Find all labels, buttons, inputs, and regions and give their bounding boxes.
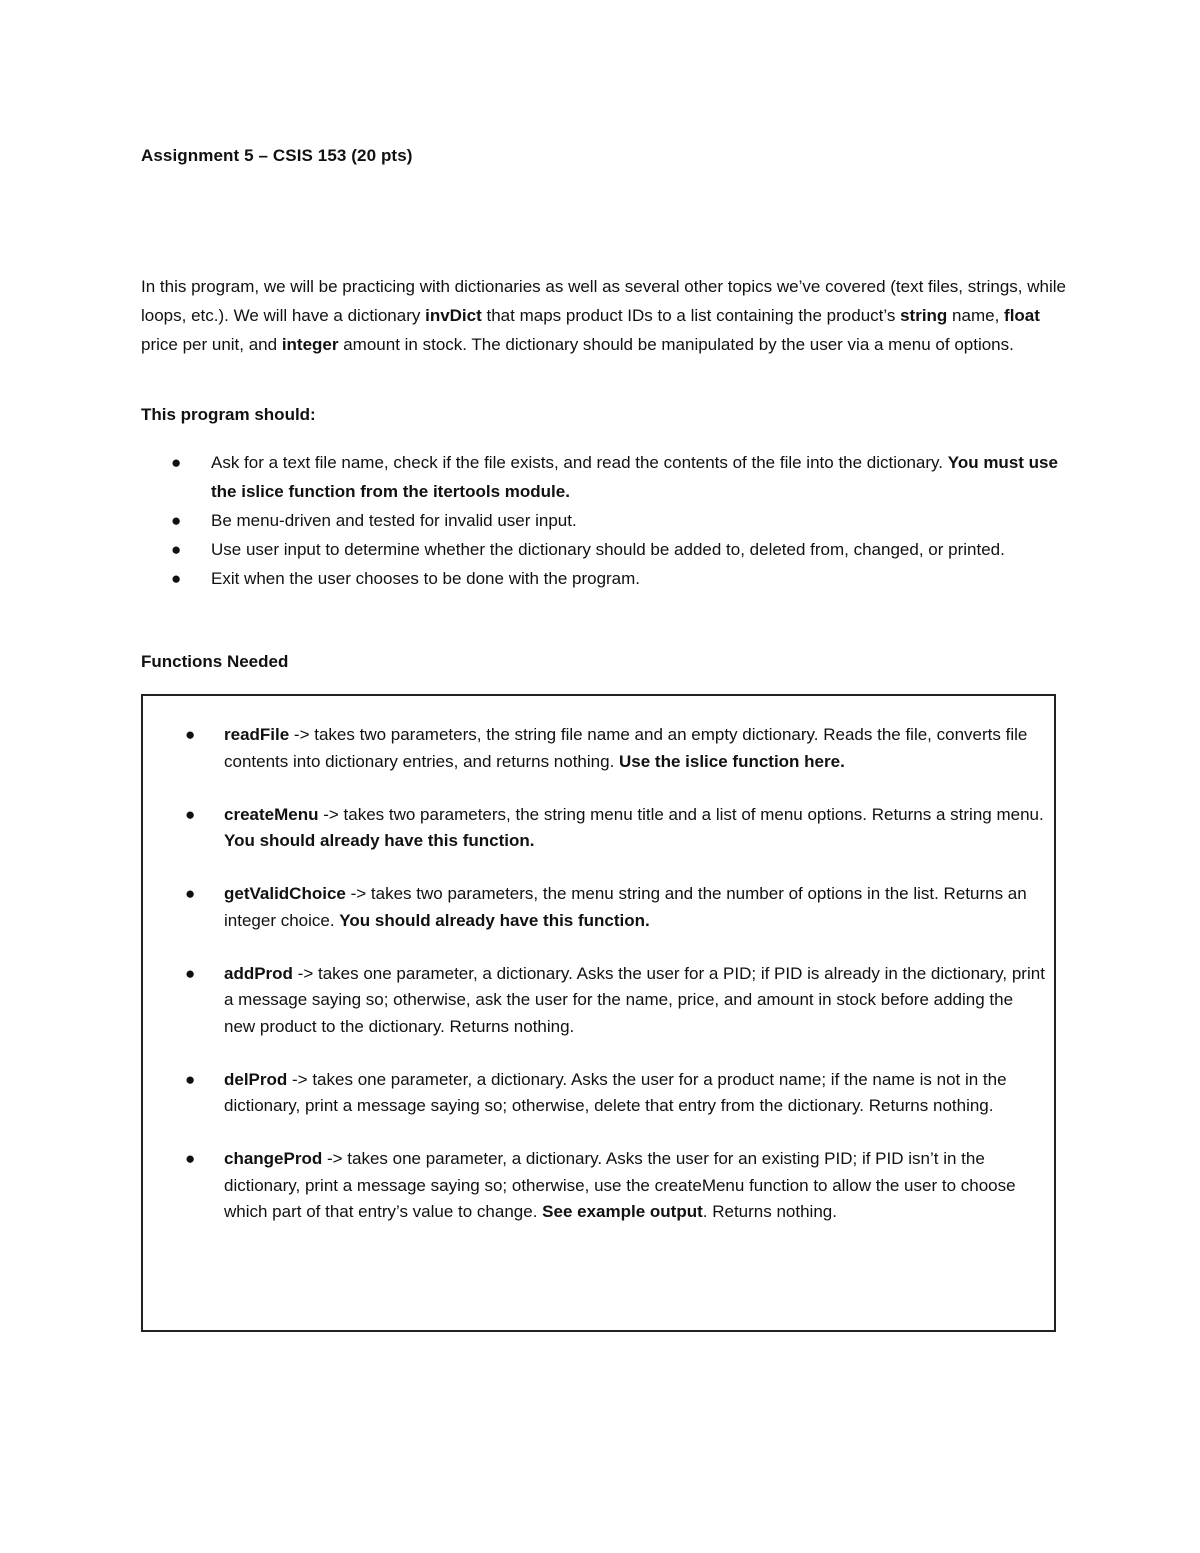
intro-bold-integer: integer: [281, 335, 339, 354]
function-name: getValidChoice: [224, 884, 346, 903]
program-should-heading: This program should:: [141, 405, 316, 424]
function-item-getvalidchoice: [143, 881, 1053, 934]
list-item: [141, 535, 1071, 564]
bullet-icon: ●: [185, 1069, 196, 1089]
function-desc: -> takes one parameter, a dictionary. Asks the user for a PID; if PID is already in the dictionary, print a message saying so; otherwise, ask the user for the name, price, and amount in stock before adding the new product to the dictionary. Returns nothing.: [224, 963, 1045, 1036]
function-note: See example output: [542, 1202, 703, 1221]
intro-text-5: amount in stock. The dictionary should be manipulated by the user via a menu of options.: [338, 335, 1014, 354]
requirement-text: Use user input to determine whether the dictionary should be added to, deleted from, changed, or printed.: [211, 540, 1005, 559]
functions-box: [141, 694, 1056, 1332]
intro-text-3: name,: [947, 306, 1005, 325]
function-name: readFile: [224, 725, 290, 744]
list-item: [141, 448, 1071, 506]
requirement-text: Be menu-driven and tested for invalid user input.: [211, 511, 577, 530]
function-note: You should already have this function.: [224, 831, 535, 850]
bullet-icon: ●: [185, 963, 196, 983]
bullet-icon: ●: [171, 511, 182, 530]
requirement-bold: You must use the islice function from the itertools module.: [211, 453, 1058, 501]
bullet-icon: ●: [185, 1149, 196, 1168]
function-name: createMenu: [224, 804, 319, 824]
function-item-readfile: [143, 722, 1053, 775]
requirements-list: [141, 448, 1071, 593]
function-note: You should already have this function.: [339, 910, 650, 930]
requirement-text: Exit when the user chooses to be done with the program.: [211, 569, 641, 588]
bullet-icon: ●: [185, 725, 196, 744]
list-item: [141, 564, 1071, 593]
intro-text-1: In this program, we will be practicing with dictionaries as well as several other topics we’ve covered (text files, strings, while loops, etc.). We will have a dictionary: [141, 277, 1066, 325]
intro-bold-invdict: invDict: [425, 306, 482, 325]
bullet-icon: ●: [185, 804, 196, 824]
function-item-changeprod: [143, 1146, 1053, 1226]
requirement-text: Ask for a text file name, check if the file exists, and read the contents of the file into the dictionary.: [211, 453, 948, 472]
function-item-createmenu: [143, 802, 1053, 855]
function-item-delprod: [143, 1067, 1053, 1120]
function-desc: -> takes one parameter, a dictionary. Asks the user for a product name; if the name is not in the dictionary, print a message saying so; otherwise, delete that entry from the dictionary. Returns nothing.: [224, 1069, 1007, 1115]
function-tail: . Returns nothing.: [702, 1202, 837, 1221]
intro-text-2: that maps product IDs to a list containing the product’s: [481, 306, 901, 325]
function-name: changeProd: [224, 1149, 323, 1168]
function-desc: -> takes two parameters, the menu string and the number of options in the list. Returns an integer choice.: [224, 884, 1027, 930]
functions-list: [143, 722, 1053, 1252]
intro-bold-float: float: [1004, 306, 1040, 325]
function-desc: -> takes two parameters, the string menu title and a list of menu options. Returns a string menu.: [318, 804, 1044, 824]
function-note: Use the islice function here.: [619, 751, 845, 771]
functions-heading: Functions Needed: [141, 652, 289, 671]
function-name: delProd: [224, 1069, 288, 1089]
intro-text-4: price per unit, and: [141, 335, 282, 354]
bullet-icon: ●: [171, 453, 182, 472]
function-name: addProd: [224, 963, 293, 983]
function-desc: -> takes two parameters, the string file name and an empty dictionary. Reads the file, converts file contents into dictionary entries, and returns nothing.: [224, 725, 1028, 771]
function-desc: -> takes one parameter, a dictionary. Asks the user for an existing PID; if PID isn’t in the dictionary, print a message saying so; otherwise, use the createMenu function to allow the user to choose which part of that entry’s value to change.: [224, 1149, 1016, 1221]
bullet-icon: ●: [171, 540, 182, 559]
bullet-icon: ●: [185, 884, 196, 903]
list-item: [141, 506, 1071, 535]
intro-bold-string: string: [900, 306, 948, 325]
intro-paragraph: [141, 272, 1071, 359]
function-item-addprod: [143, 961, 1053, 1041]
bullet-icon: ●: [171, 569, 182, 588]
assignment-title: Assignment 5 – CSIS 153 (20 pts): [141, 146, 413, 165]
